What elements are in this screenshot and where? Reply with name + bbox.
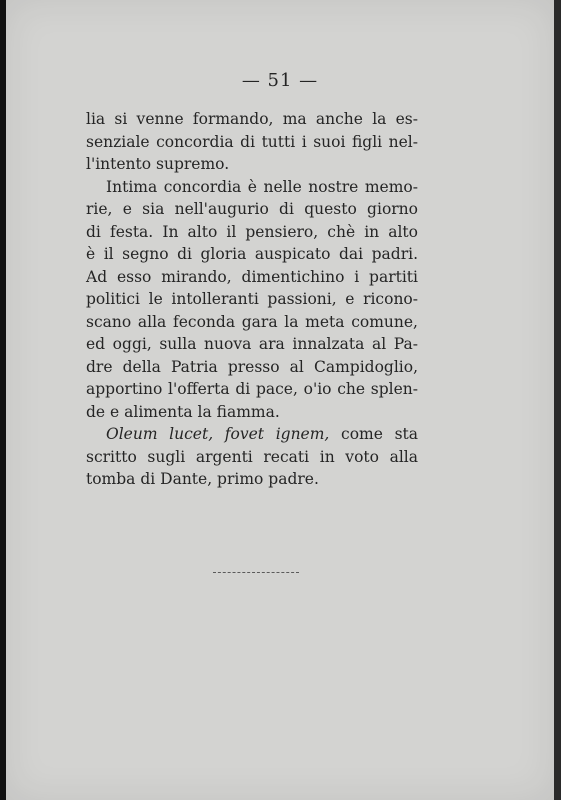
text-line: rie, e sia nell'augurio di questo giorno <box>86 200 418 218</box>
text-line <box>86 423 418 446</box>
text-line: lia si venne formando, ma anche la es- <box>86 110 418 128</box>
text-line: ed oggi, sulla nuova ara innalzata al Pa- <box>86 335 418 353</box>
page-number: — 51 — <box>241 70 319 91</box>
text-line: dre della Patria presso al Campidoglio, <box>86 357 418 376</box>
latin-quote: Oleum lucet, fovet ignem, <box>106 425 330 443</box>
text-line: senziale concordia di tutti i suoi figli nel- <box>86 132 418 151</box>
text-line: apportino l'offerta di pace, o'io che splen- <box>86 380 418 398</box>
text-line: de e alimenta la fiamma. <box>86 402 280 421</box>
paragraph-2 <box>86 176 418 424</box>
text-line: scritto sugli argenti recati in voto alla <box>86 447 418 466</box>
text-line: l'intento supremo. <box>86 155 230 173</box>
paragraph-1 <box>86 108 418 176</box>
text-line: scano alla feconda gara la meta comune, <box>86 312 418 331</box>
paragraph-3 <box>86 423 418 491</box>
text-line: politici le intolleranti passioni, e ricono- <box>86 290 418 308</box>
text-line: Intima concordia è nelle nostre memo- <box>106 177 418 196</box>
section-separator <box>213 572 299 573</box>
page-right-edge <box>554 0 561 800</box>
text-line: tomba di Dante, primo padre. <box>86 470 319 488</box>
text-fragment: come sta <box>329 425 418 443</box>
text-line: è il segno di gloria auspicato dai padri. <box>86 245 418 263</box>
text-line: Ad esso mirando, dimentichino i partiti <box>86 267 418 286</box>
book-page <box>6 0 554 800</box>
body-text <box>86 108 418 491</box>
text-line: di festa. In alto il pensiero, chè in alto <box>86 222 418 241</box>
